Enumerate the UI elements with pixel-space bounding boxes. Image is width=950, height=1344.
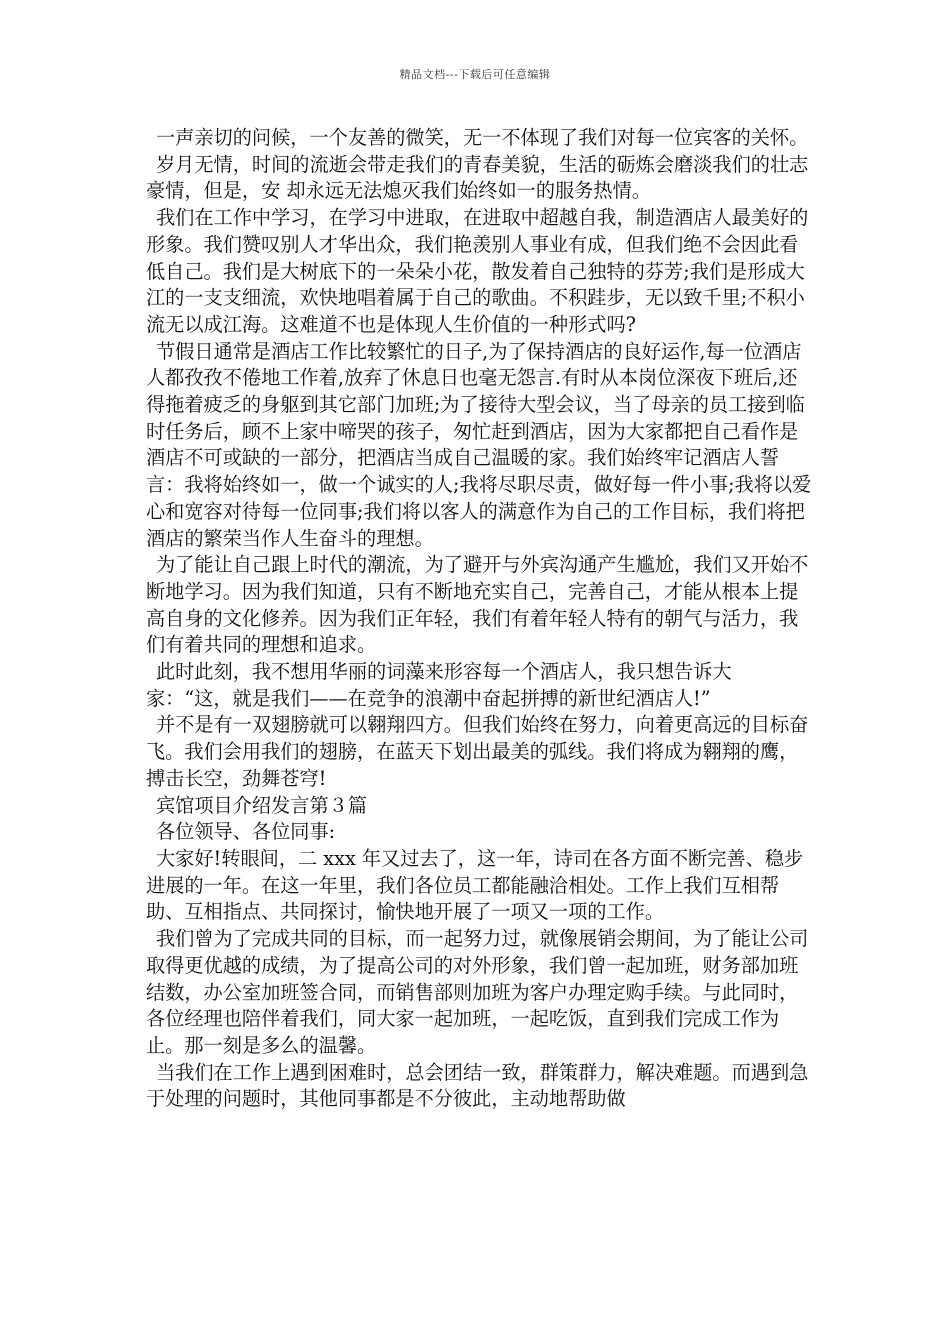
- paragraph: 此时此刻，我不想用华丽的词藻来形容每一个酒店人，我只想告诉大家：“这，就是我们——在竞争的浪潮中奋起拼搏的新世纪酒店人!”: [146, 660, 732, 710]
- paragraph: 并不是有一双翅膀就可以翱翔四方。但我们始终在努力，向着更高远的目标奋飞。我们会用我们的翅膀，在蓝天下划出最美的弧线。我们将成为翱翔的鹰，搏击长空，劲舞苍穹!: [146, 713, 809, 790]
- salutation: 各位领导、各位同事:: [156, 820, 336, 844]
- paragraph: 大家好!转眼间，二 xxx 年又过去了，这一年，诗司在各方面不断完善、稳步进展的一年。在这一年里，我们各位员工都能融洽相处。工作上我们互相帮助、互相指点、共同探讨，愉快地开展了一项又一项的工作。: [146, 846, 804, 924]
- section-title: 宾馆项目介绍发言第３篇: [156, 793, 368, 817]
- paragraph: 我们曾为了完成共同的目标，而一起努力过，就像展销会期间，为了能让公司取得更优越的成绩，为了提高公司的对外形象，我们曾一起加班，财务部加班结数，办公室加班签合同，而销售部则加班为客户办理定购手续。与此同时，各位经理也陪伴着我们，同大家一起加班，一起吃饭，直到我们完成工作为止。那一刻是多么的温馨。: [146, 927, 809, 1057]
- paragraph: 为了能让自己跟上时代的潮流，为了避开与外宾沟通产生尴尬，我们又开始不断地学习。因为我们知道，只有不断地充实自己，完善自己，才能从根本上提高自身的文化修养。因为我们正年轻，我们有着年轻人特有的朝气与活力，我们有着共同的理想和追求。: [146, 553, 809, 657]
- paragraph: 一声亲切的问候，一个友善的微笑，无一不体现了我们对每一位宾客的关怀。: [156, 126, 809, 149]
- document-body: [146, 125, 816, 1113]
- paragraph: 岁月无情，时间的流逝会带走我们的青春美貌，生活的砺炼会磨淡我们的壮志豪情，但是，安 却永远无法熄灭我们始终如一的服务热情。: [146, 152, 809, 203]
- paragraph: 我们在工作中学习，在学习中进取，在进取中超越自我，制造酒店人最美好的形象。我们赞叹别人才华出众，我们艳羡别人事业有成，但我们绝不会因此看低自己。我们是大树底下的一朵朵小花，散发着自己独特的芬芳;我们是形成大江的一支支细流，欢快地唱着属于自己的歌曲。不积跬步，无以致千里;不积小流无以成江海。这难道不也是体现人生价值的一种形式吗?: [146, 206, 809, 336]
- page-header: 精品文档---下载后可任意编辑: [399, 68, 551, 81]
- paragraph: 节假日通常是酒店工作比较繁忙的日子,为了保持酒店的良好运作,每一位酒店人都孜孜不倦地工作着,放弃了休息日也毫无怨言.有时从本岗位深夜下班后,还得拖着疲乏的身躯到其它部门加班;为了接待大型会议，当了母亲的员工接到临时任务后，顾不上家中啼哭的孩子，匆忙赶到酒店，因为大家都把自己看作是酒店不可或缺的一部分，把酒店当成自己温暖的家。我们始终牢记酒店人誓言：我将始终如一，做一个诚实的人;我将尽职尽责，做好每一件小事;我将以爱心和宽容对待每一位同事;我们将以客人的满意作为自己的工作目标，我们将把酒店的繁荣当作人生奋斗的理想。: [146, 339, 812, 550]
- paragraph: 当我们在工作上遇到困难时，总会团结一致，群策群力，解决难题。而遇到急于处理的问题时，其他同事都是不分彼此，主动地帮助做: [146, 1060, 809, 1111]
